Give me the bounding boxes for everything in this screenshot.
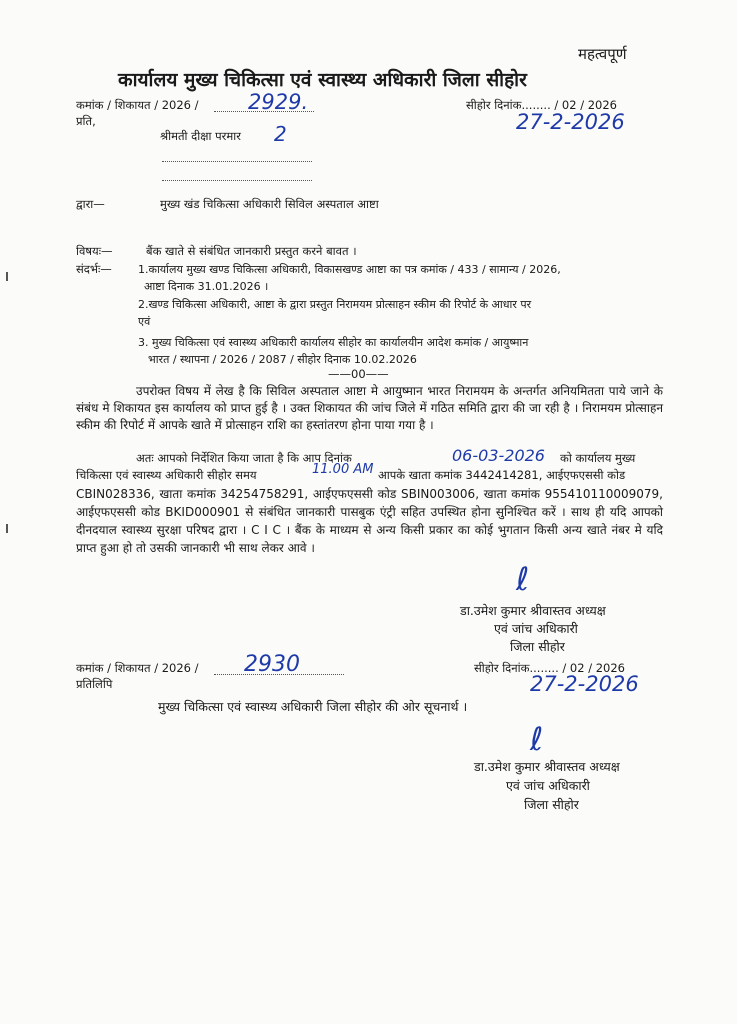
signatory-role: एवं जांच अधिकारी (494, 621, 578, 636)
separator: ——00—— (328, 367, 389, 381)
office-title: कार्यालय मुख्य चिकित्सा एवं स्वास्थ्य अधिकारी जिला सीहोर (118, 69, 527, 91)
reference-line: भारत / स्थापना / 2026 / 2087 / सीहोर दिनाक 10.02.2026 (148, 353, 417, 366)
signature-scribble: ℓ (530, 720, 544, 758)
copy-ref-number-handwritten: 2930 (244, 652, 300, 677)
references-label: संदर्भः— (76, 262, 112, 276)
recipient-mark: 2 (274, 122, 287, 146)
body-paragraph-1: उपरोक्त विषय में लेख है कि सिविल अस्पताल आष्टा मे आयुष्मान भारत निरामयम के अन्तर्गत अनियमितता पाये जाने के संबंध मे शिकायत इस कार्यालय को प्राप्त हुई है । उक्त शिकायत की जांच जिले में गठित समिति द्वारा की जा रही है । निरामयम प्रोत्साहन स्कीम की रिपोर्ट में आपके खाते में प्रोत्साहन राशि का हस्तांतरण होना पाया गया है । (76, 384, 663, 432)
signatory-name: डा.उमेश कुमार श्रीवास्तव अध्यक्ष (474, 759, 620, 774)
importance-label: महत्वपूर्ण (578, 45, 627, 63)
recipient-name: श्रीमती दीक्षा परमार (160, 129, 241, 143)
copy-label: प्रतिलिपि (76, 677, 113, 691)
para2-office: को कार्यालय मुख्य (560, 451, 636, 465)
margin-mark (6, 272, 8, 281)
copy-text: मुख्य चिकित्सा एवं स्वास्थ्य अधिकारी जिला सीहोर की ओर सूचनार्थ । (158, 699, 468, 714)
appearance-time-handwritten: 11.00 AM (312, 462, 374, 477)
through-label: द्वारा— (76, 197, 105, 211)
place-date-label: सीहोर दिनांक........ / 02 / 2026 (466, 98, 617, 112)
subject-label: विषयः— (76, 244, 113, 258)
signatory-place: जिला सीहोर (524, 797, 579, 812)
ref-number-handwritten: 2929. (248, 90, 309, 114)
para2-line2: चिकित्सा एवं स्वास्थ्य अधिकारी सीहोर समय (76, 468, 257, 482)
appearance-date-handwritten: 06-03-2026 (452, 446, 545, 465)
signatory-name: डा.उमेश कुमार श्रीवास्तव अध्यक्ष (460, 603, 606, 618)
para2-start: अतः आपको निर्देशित किया जाता है कि आप दिनांक (136, 451, 352, 465)
copy-ref-label: कमांक / शिकायत / 2026 / (76, 661, 199, 675)
margin-mark (6, 524, 8, 533)
signatory-place: जिला सीहोर (510, 639, 565, 654)
reference-line: एवं (138, 315, 151, 328)
reference-line: आष्टा दिनाक 31.01.2026 । (144, 280, 269, 293)
ref-label: कमांक / शिकायत / 2026 / (76, 98, 199, 112)
reference-line: 1.कार्यालय मुख्य खण्ड चिकित्सा अधिकारी, विकासखण्ड आष्टा का पत्र कमांक / 433 / सामान्य / 2026, (138, 263, 561, 276)
copy-place-date-label: सीहोर दिनांक........ / 02 / 2026 (474, 661, 625, 675)
subject-text: बैंक खाते से संबंधित जानकारी प्रस्तुत करने बावत । (146, 244, 357, 258)
signature-scribble: ℓ (516, 560, 530, 598)
through-value: मुख्य खंड चिकित्सा अधिकारी सिविल अस्पताल आष्टा (160, 197, 379, 211)
copy-date-handwritten: 27-2-2026 (530, 672, 639, 696)
reference-line: 2.खण्ड चिकित्सा अधिकारी, आष्टा के द्वारा प्रस्तुत निरामयम प्रोत्साहन स्कीम की रिपोर्ट के आधार पर (138, 298, 532, 311)
address-dots-2 (162, 180, 312, 181)
signatory-role: एवं जांच अधिकारी (506, 778, 590, 793)
date-handwritten: 27-2-2026 (516, 110, 625, 134)
to-label: प्रति, (76, 114, 96, 128)
body-paragraph-2: CBIN028336, खाता कमांक 34254758291, आईएफएससी कोड SBIN003006, खाता कमांक 955410110009079, आईएफएससी कोड BKID000901 से संबंधित जानकारी पासबुक एंट्री सहित उपस्थित होना सुनिश्चित करें । साथ ही यदि आपको दीनदयाल स्वास्थ्य सुरक्षा परिषद द्वारा । C I C । बैंक के माध्यम से अन्य किसी प्रकार का कोई भुगतान किसी अन्य खाते नंबर मे यदि प्राप्त हुआ हो तो उसकी जानकारी भी साथ लेकर आवे । (76, 487, 663, 555)
para2-account: आपके खाता कमांक 3442414281, आईएफएससी कोड (378, 468, 626, 482)
reference-line: 3. मुख्य चिकित्सा एवं स्वास्थ्य अधिकारी कार्यालय सीहोर का कार्यालयीन आदेश कमांक / आयुष्मान (138, 336, 529, 349)
address-dots-1 (162, 161, 312, 162)
